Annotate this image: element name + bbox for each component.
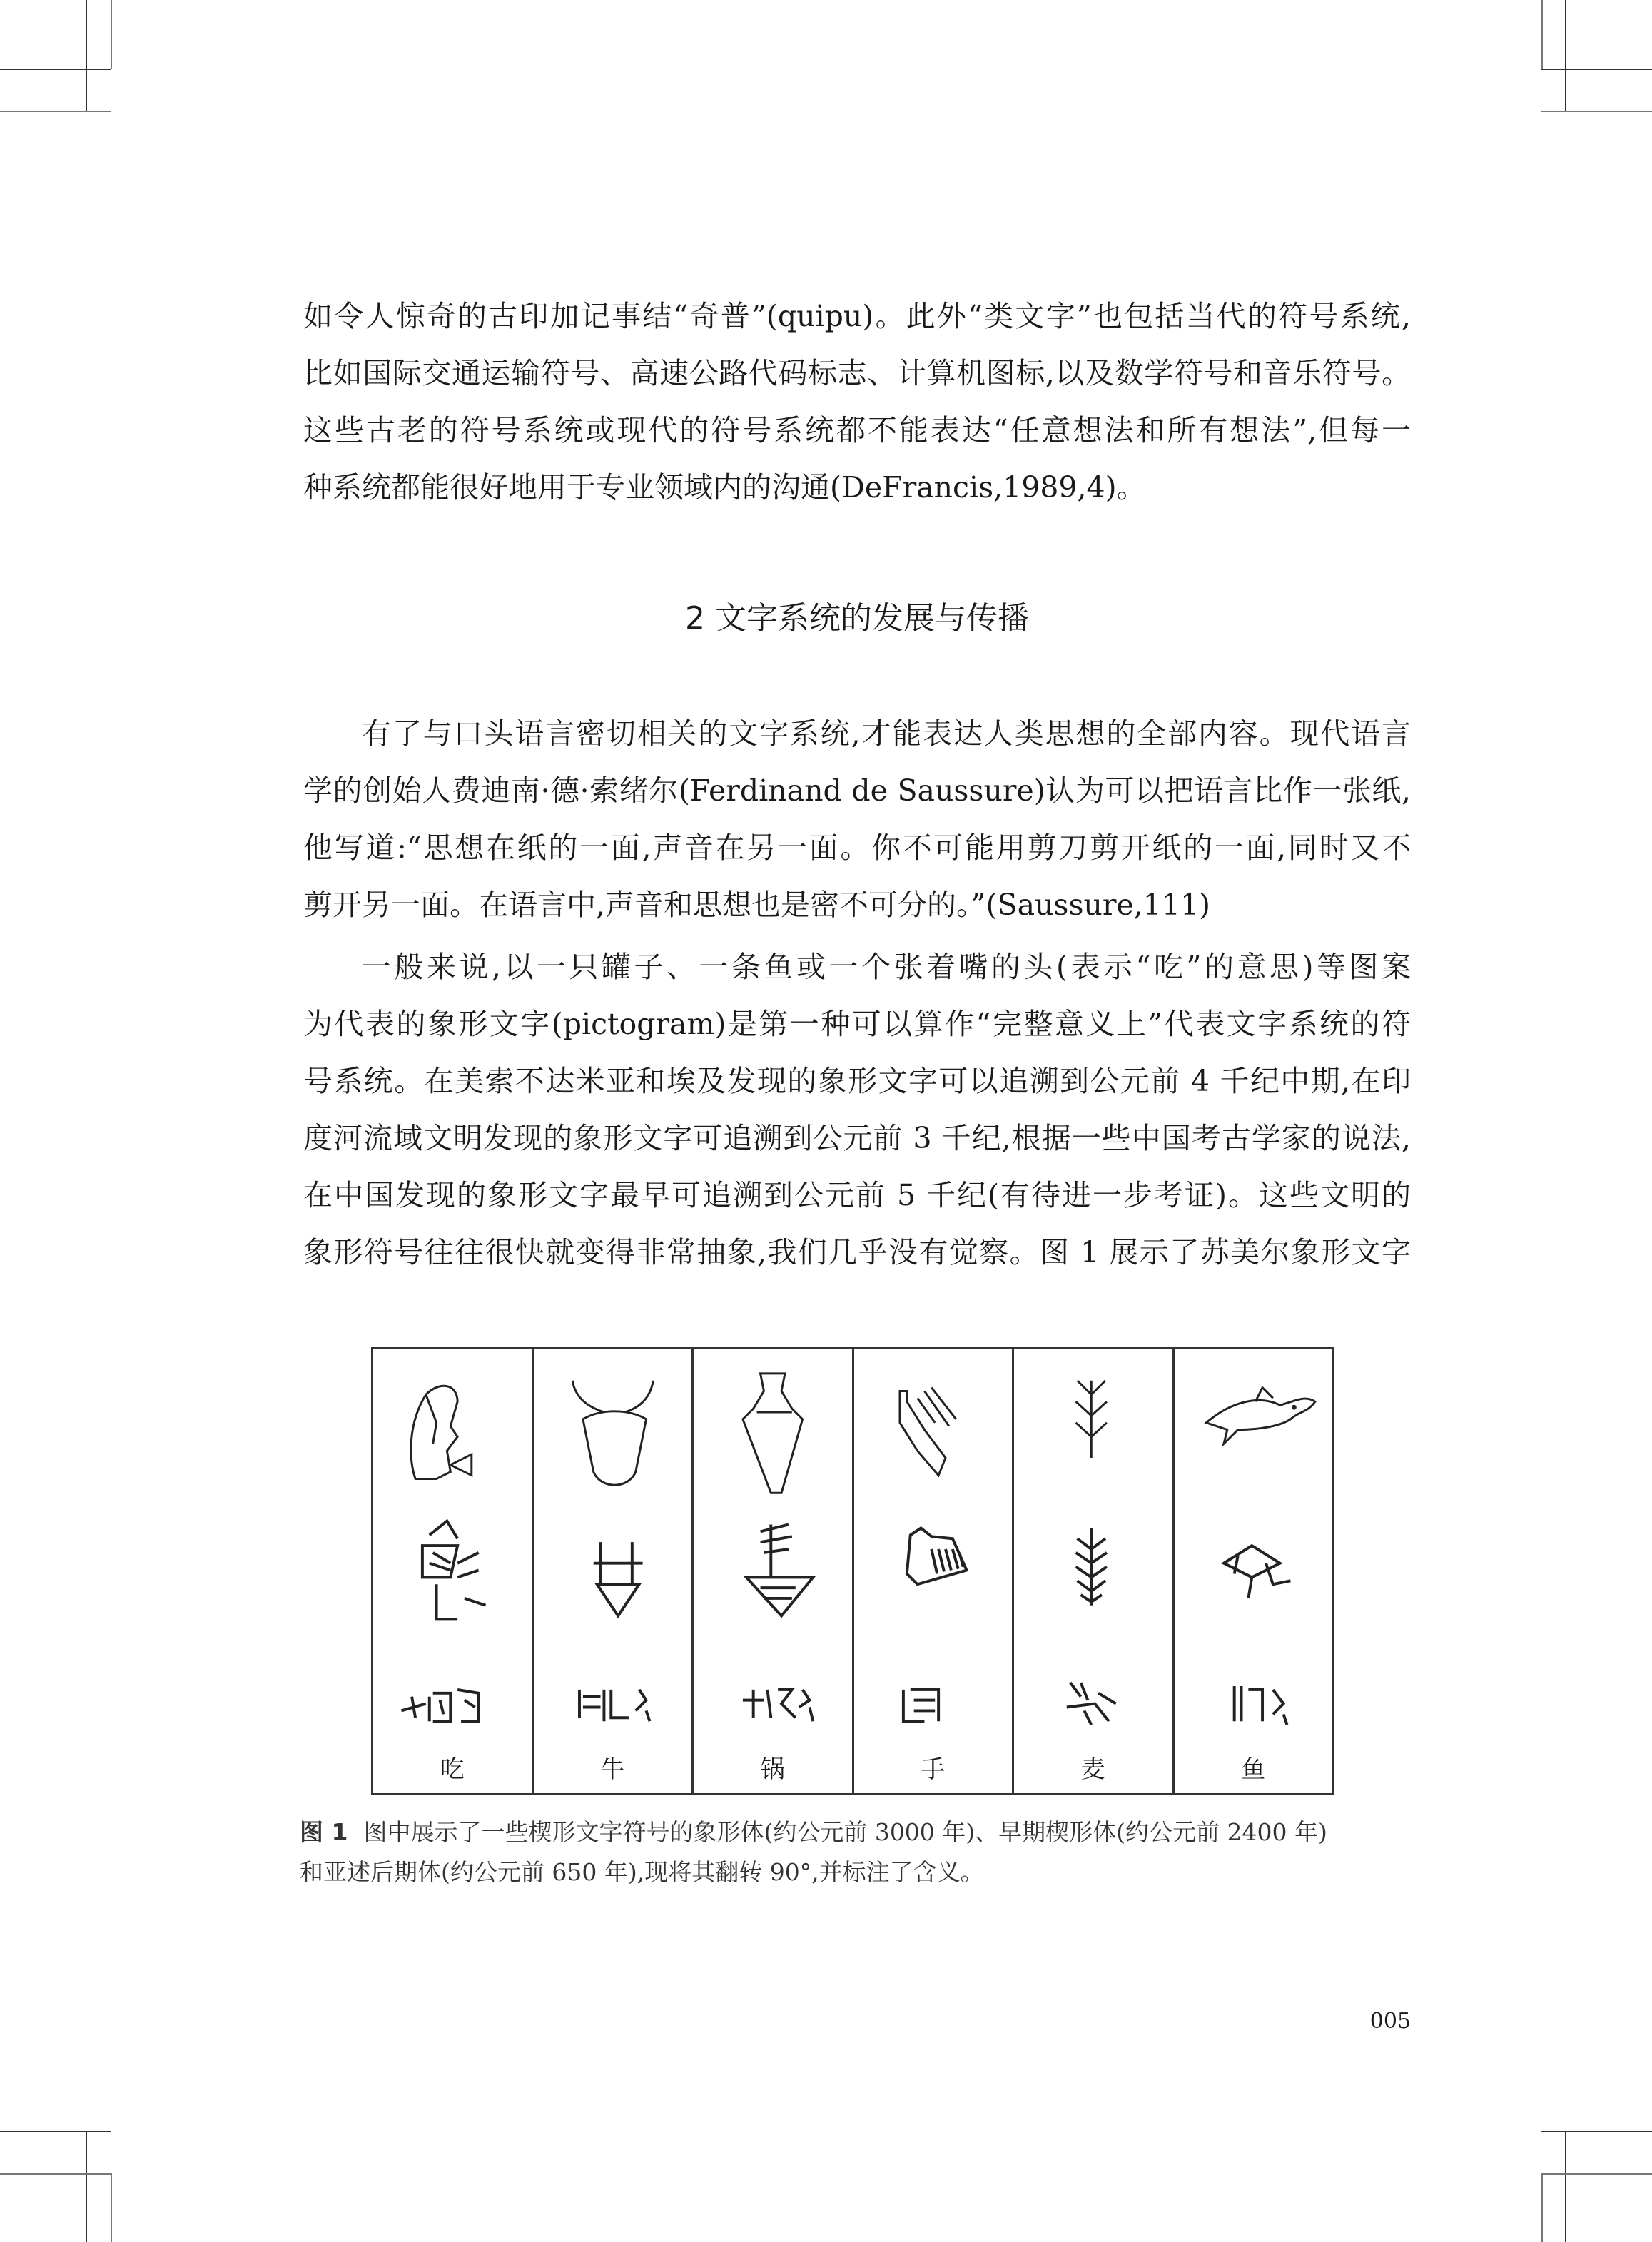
barley-glyphs-icon — [1014, 1349, 1172, 1749]
figure-column-eat — [373, 1349, 534, 1793]
page-number: 005 — [1369, 2009, 1411, 2034]
crop-mark — [86, 2131, 87, 2242]
caption-label: 图 1 — [300, 1818, 348, 1846]
text-line: 比如国际交通运输符号、高速公路代码标志、计算机图标,以及数学符号和音乐符号。 — [303, 356, 1411, 390]
crop-mark — [1541, 2131, 1652, 2132]
text-line: 学的创始人费迪南·德·索绪尔(Ferdinand de Saussure)认为可以把语言比作一张纸, — [303, 773, 1411, 808]
figure-label-ox: 牛 — [600, 1755, 625, 1784]
crop-mark — [0, 111, 111, 112]
crop-mark — [1565, 2131, 1566, 2242]
figure-label-hand: 手 — [921, 1755, 946, 1784]
text-line: 剪开另一面。在语言中,声音和思想也是密不可分的。”(Saussure,111) — [303, 888, 1211, 922]
crop-mark — [0, 2131, 111, 2132]
paragraph-pictogram — [303, 938, 1411, 1281]
text-line: 在中国发现的象形文字最早可追溯到公元前 5 千纪(有待进一步考证)。这些文明的 — [303, 1178, 1411, 1212]
crop-mark — [1541, 0, 1543, 69]
caption-text: 图中展示了一些楔形文字符号的象形体(约公元前 3000 年)、早期楔形体(约公元前 2400 年) — [363, 1818, 1327, 1846]
paragraph-top — [303, 288, 1411, 516]
crop-mark — [0, 69, 111, 70]
text-line: 他写道:“思想在纸的一面,声音在另一面。你不可能用剪刀剪开纸的一面,同时又不 — [303, 831, 1411, 865]
text-line: 为代表的象形文字(pictogram)是第一种可以算作“完整意义上”代表文字系统的符 — [303, 1007, 1411, 1041]
text-line: 象形符号往往很快就变得非常抽象,我们几乎没有觉察。图 1 展示了苏美尔象形文字 — [303, 1235, 1411, 1269]
figure-column-fish — [1175, 1349, 1333, 1793]
hand-glyphs-icon — [854, 1349, 1013, 1749]
crop-mark — [1541, 111, 1652, 112]
figure-label-eat: 吃 — [440, 1755, 465, 1784]
text-line: 一般来说,以一只罐子、一条鱼或一个张着嘴的头(表示“吃”的意思)等图案 — [362, 950, 1411, 984]
crop-mark — [1565, 0, 1566, 111]
text-line: 种系统都能很好地用于专业领域内的沟通(DeFrancis,1989,4)。 — [303, 470, 1146, 504]
crop-mark — [0, 2173, 111, 2175]
pot-glyphs-icon — [694, 1349, 852, 1749]
crop-mark — [111, 2173, 112, 2242]
crop-mark — [1541, 2173, 1652, 2175]
text-line: 度河流域文明发现的象形文字可追溯到公元前 3 千纪,根据一些中国考古学家的说法, — [303, 1121, 1411, 1155]
text-line: 这些古老的符号系统或现代的符号系统都不能表达“任意想法和所有想法”,但每一 — [303, 413, 1411, 447]
paragraph-saussure — [303, 705, 1411, 933]
fish-glyphs-icon — [1175, 1349, 1333, 1749]
crop-mark — [111, 0, 112, 69]
section-heading: 2 文字系统的发展与传播 — [685, 600, 1029, 636]
figure-column-pot — [694, 1349, 854, 1793]
eat-glyphs-icon — [373, 1349, 532, 1749]
crop-mark — [1541, 2173, 1543, 2242]
figure-label-barley: 麦 — [1080, 1755, 1105, 1784]
figure-column-ox — [534, 1349, 694, 1793]
crop-mark — [86, 0, 87, 111]
caption-line: 和亚述后期体(约公元前 650 年),现将其翻转 90°,并标注了含义。 — [300, 1858, 984, 1886]
text-line: 如令人惊奇的古印加记事结“奇普”(quipu)。此外“类文字”也包括当代的符号系统, — [303, 299, 1411, 333]
figure-column-barley — [1014, 1349, 1175, 1793]
figure-label-fish: 鱼 — [1241, 1755, 1266, 1784]
figure-caption — [300, 1812, 1413, 1892]
figure-label-pot: 锅 — [760, 1755, 785, 1784]
caption-line — [300, 1812, 1413, 1852]
crop-mark — [1541, 69, 1652, 70]
cuneiform-figure — [371, 1347, 1334, 1795]
ox-glyphs-icon — [534, 1349, 692, 1749]
text-line: 号系统。在美索不达米亚和埃及发现的象形文字可以追溯到公元前 4 千纪中期,在印 — [303, 1064, 1411, 1098]
figure-column-hand — [854, 1349, 1015, 1793]
text-line: 有了与口头语言密切相关的文字系统,才能表达人类思想的全部内容。现代语言 — [362, 716, 1411, 751]
